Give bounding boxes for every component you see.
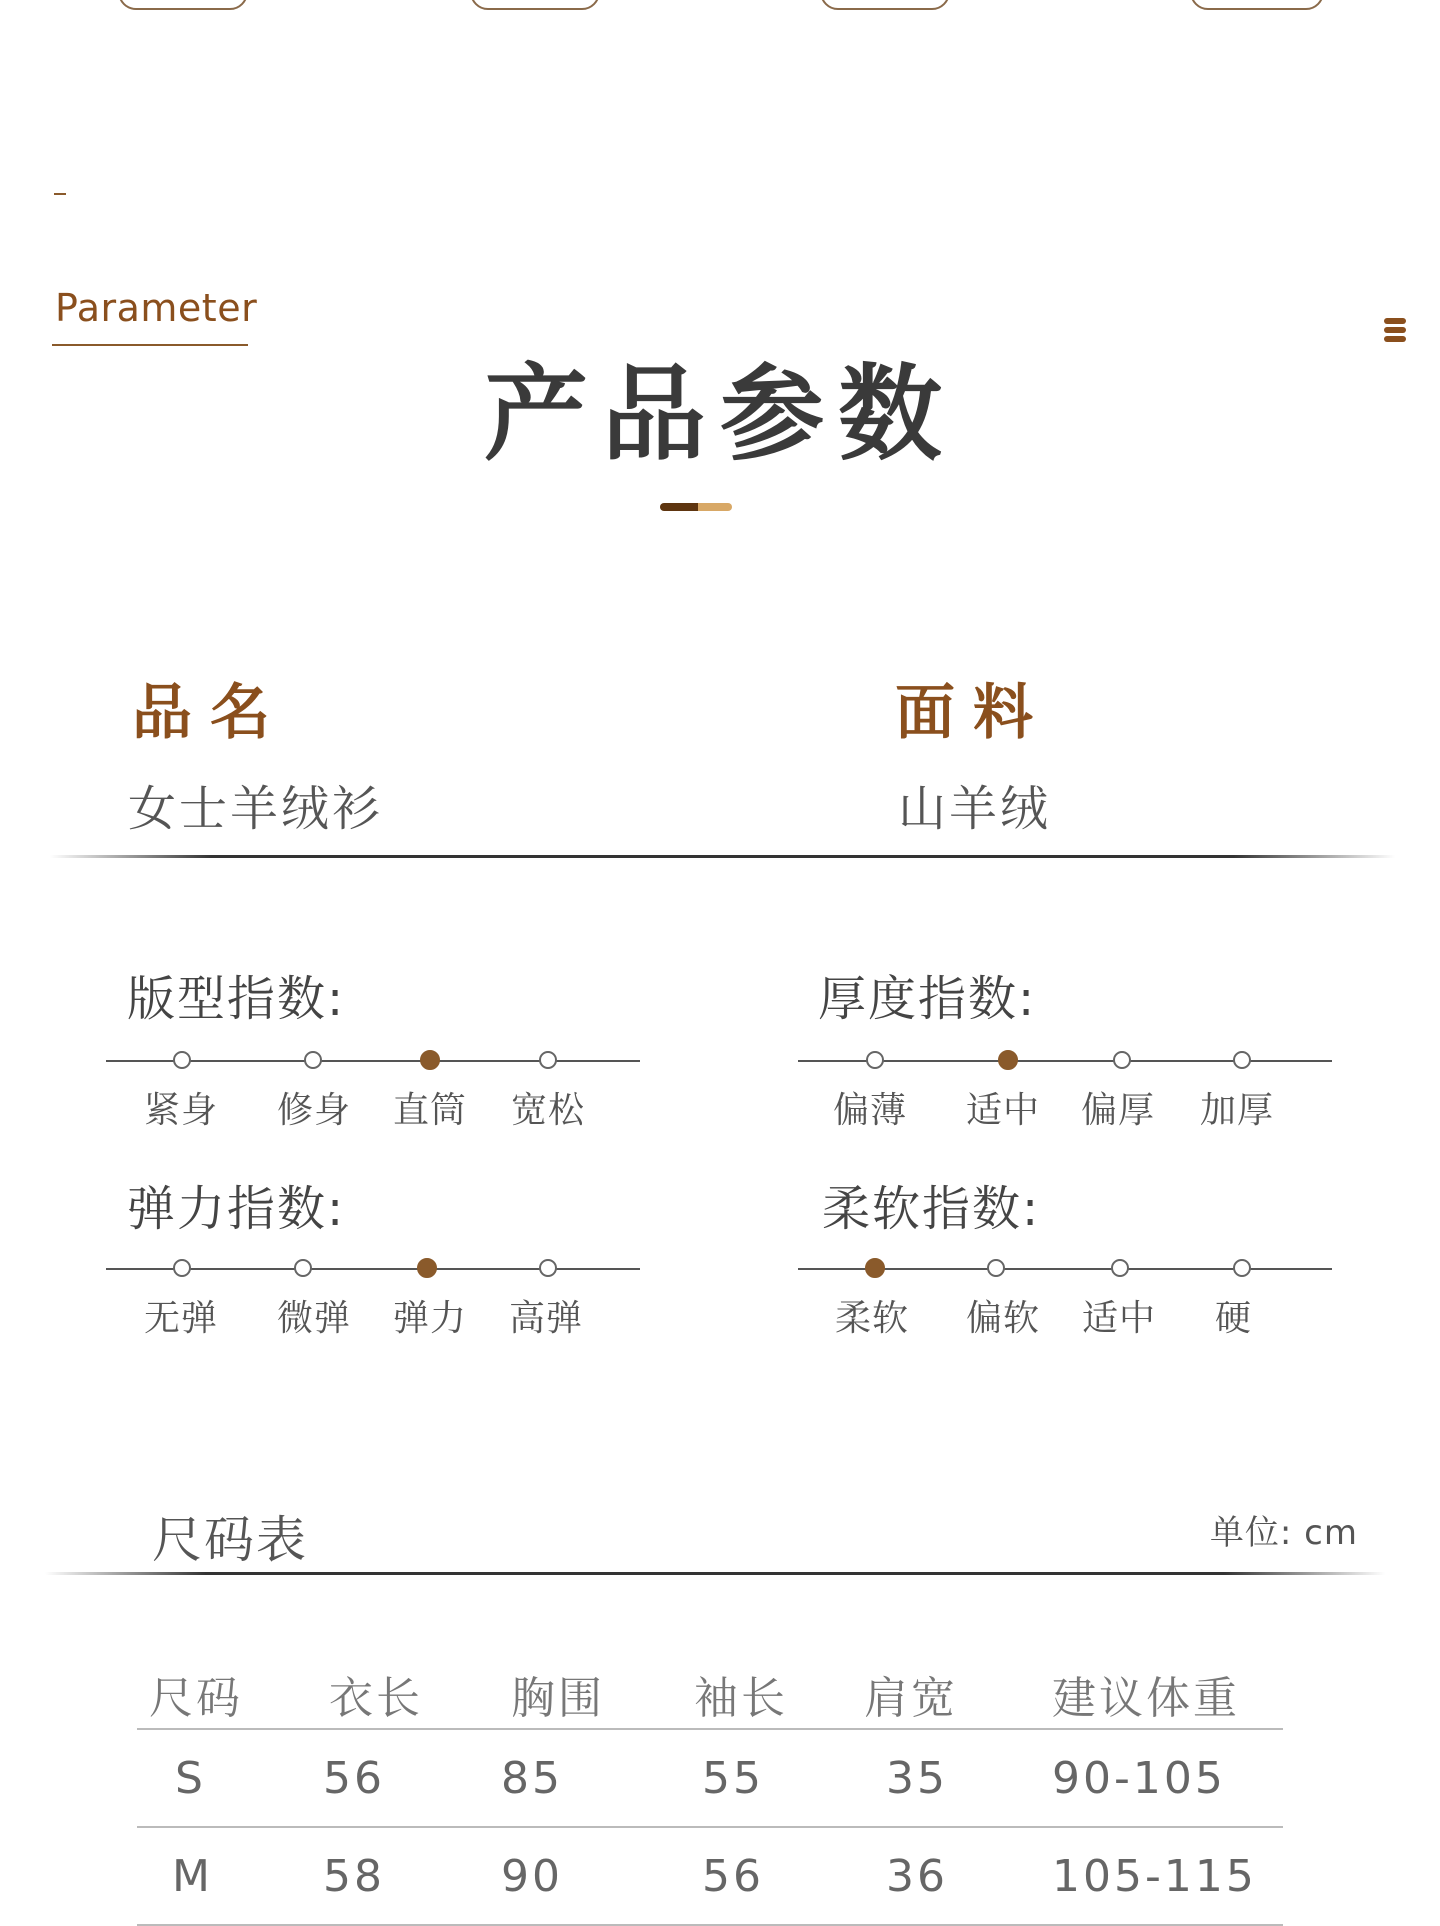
table-cell: 55 [686, 1729, 864, 1827]
column-header: 袖长 [686, 1660, 864, 1729]
fit-index-dot [173, 1051, 191, 1069]
softness-option: 柔软 [835, 1298, 910, 1339]
fit-index-title: 版型指数: [127, 971, 346, 1027]
table-cell: M [137, 1827, 319, 1925]
fit-index-dot-selected [420, 1050, 440, 1070]
size-chart-divider [45, 1572, 1385, 1575]
table-cell: 85 [501, 1729, 686, 1827]
softness-option: 硬 [1215, 1298, 1253, 1339]
elasticity-index-dot-selected [417, 1258, 437, 1278]
elasticity-index-scale [106, 1249, 640, 1289]
thickness-option: 偏薄 [833, 1090, 908, 1131]
fabric-label: 面料 [895, 678, 1051, 748]
elasticity-index-title: 弹力指数: [127, 1181, 346, 1237]
thickness-option: 适中 [966, 1090, 1041, 1131]
elasticity-option: 高弹 [509, 1298, 584, 1339]
section-label: Parameter [55, 286, 258, 330]
table-row [137, 1729, 1283, 1827]
product-name-label: 品名 [132, 678, 288, 748]
size-chart-title: 尺码表 [152, 1511, 308, 1569]
table-cell: 36 [864, 1827, 1052, 1925]
thickness-index-dot [1113, 1051, 1131, 1069]
thickness-option: 加厚 [1200, 1090, 1275, 1131]
decorative-dash [54, 193, 66, 195]
thickness-index-dot-selected [998, 1050, 1018, 1070]
elasticity-option: 微弹 [277, 1298, 352, 1339]
elasticity-index-dot [173, 1259, 191, 1277]
table-cell: 56 [319, 1729, 501, 1827]
elasticity-option: 弹力 [393, 1298, 468, 1339]
column-header: 肩宽 [864, 1660, 1052, 1729]
fit-option: 宽松 [511, 1090, 586, 1131]
table-cell: 58 [319, 1827, 501, 1925]
thickness-index-dot [1233, 1051, 1251, 1069]
table-cell: 35 [864, 1729, 1052, 1827]
title-accent-bar [660, 503, 732, 511]
page-title: 产品参数 [483, 352, 956, 475]
elasticity-option: 无弹 [144, 1298, 219, 1339]
size-chart-unit: 单位: cm [1209, 1513, 1358, 1553]
thickness-index-title: 厚度指数: [818, 971, 1037, 1027]
thickness-index-dot [866, 1051, 884, 1069]
thickness-index-scale [798, 1041, 1332, 1081]
column-header: 建议体重 [1052, 1660, 1283, 1729]
elasticity-index-dot [539, 1259, 557, 1277]
fabric-value: 山羊绒 [898, 781, 1052, 837]
size-table-header-row [137, 1660, 1283, 1729]
fit-option: 直筒 [393, 1090, 468, 1131]
softness-index-scale [798, 1249, 1332, 1289]
column-header: 衣长 [319, 1660, 501, 1729]
thickness-option: 偏厚 [1081, 1090, 1156, 1131]
size-table [137, 1660, 1283, 1926]
fit-index-scale [106, 1041, 640, 1081]
top-pill-2 [470, 0, 600, 10]
table-row [137, 1827, 1283, 1925]
fit-index-dot [304, 1051, 322, 1069]
top-pill-4 [1190, 0, 1324, 10]
section-divider [50, 855, 1395, 858]
table-cell: S [137, 1729, 319, 1827]
top-pill-3 [820, 0, 950, 10]
table-cell: 90-105 [1052, 1729, 1283, 1827]
softness-index-dot [987, 1259, 1005, 1277]
softness-option: 偏软 [966, 1298, 1041, 1339]
fit-option: 紧身 [144, 1090, 219, 1131]
softness-index-dot [1111, 1259, 1129, 1277]
table-cell: 105-115 [1052, 1827, 1283, 1925]
product-name-value: 女士羊绒衫 [128, 781, 384, 837]
top-pill-1 [118, 0, 248, 10]
column-header: 胸围 [501, 1660, 686, 1729]
column-header: 尺码 [137, 1660, 319, 1729]
elasticity-index-dot [294, 1259, 312, 1277]
table-cell: 90 [501, 1827, 686, 1925]
softness-index-dot [1233, 1259, 1251, 1277]
table-cell: 56 [686, 1827, 864, 1925]
softness-index-title: 柔软指数: [822, 1181, 1041, 1237]
fit-option: 修身 [277, 1090, 352, 1131]
softness-option: 适中 [1082, 1298, 1157, 1339]
softness-index-dot-selected [865, 1258, 885, 1278]
fit-index-dot [539, 1051, 557, 1069]
